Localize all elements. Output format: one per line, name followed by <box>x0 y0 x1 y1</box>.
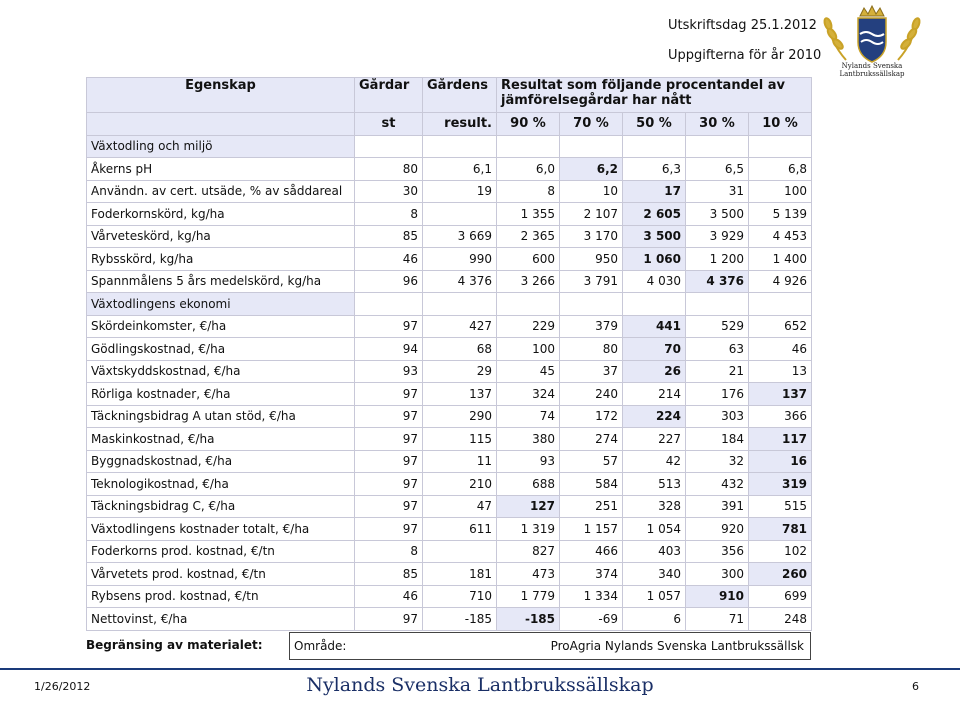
cell-st: 46 <box>355 585 423 608</box>
cell-p50: 227 <box>623 428 686 451</box>
cell-p10: 6,8 <box>749 158 812 181</box>
cell-p30: 3 929 <box>686 225 749 248</box>
cell-p10: 16 <box>749 450 812 473</box>
cell-p30: 184 <box>686 428 749 451</box>
table-row <box>87 428 812 451</box>
cell-p90: 8 <box>497 180 560 203</box>
table-row <box>87 608 812 631</box>
row-label: Byggnadskostnad, €/ha <box>87 450 355 473</box>
footer-date: 1/26/2012 <box>34 680 91 693</box>
row-label: Teknologikostnad, €/ha <box>87 473 355 496</box>
cell-p10: 13 <box>749 360 812 383</box>
cell-p90: 473 <box>497 563 560 586</box>
cell-p10: 102 <box>749 540 812 563</box>
cell-res: 115 <box>423 428 497 451</box>
row-label: Användn. av cert. utsäde, % av såddareal <box>87 180 355 203</box>
empty-cell <box>623 135 686 158</box>
cell-p50: 1 054 <box>623 518 686 541</box>
header-result: result. <box>423 113 497 136</box>
cell-res: 290 <box>423 405 497 428</box>
row-label: Åkerns pH <box>87 158 355 181</box>
table-row <box>87 450 812 473</box>
cell-p70: 6,2 <box>560 158 623 181</box>
cell-p10: 137 <box>749 383 812 406</box>
cell-st: 30 <box>355 180 423 203</box>
empty-cell <box>749 293 812 316</box>
category-row <box>87 135 812 158</box>
empty-cell <box>686 293 749 316</box>
cell-st: 85 <box>355 225 423 248</box>
cell-res: 210 <box>423 473 497 496</box>
cell-p70: 584 <box>560 473 623 496</box>
cell-p90: 3 266 <box>497 270 560 293</box>
cell-p50: 42 <box>623 450 686 473</box>
empty-cell <box>423 135 497 158</box>
cell-p30: 4 376 <box>686 270 749 293</box>
cell-res <box>423 203 497 226</box>
cell-st: 97 <box>355 518 423 541</box>
cell-st: 97 <box>355 383 423 406</box>
cell-p50: 403 <box>623 540 686 563</box>
cell-p90: 827 <box>497 540 560 563</box>
cell-res: 6,1 <box>423 158 497 181</box>
cell-st: 8 <box>355 203 423 226</box>
table-row <box>87 518 812 541</box>
cell-res: 11 <box>423 450 497 473</box>
empty-cell <box>686 135 749 158</box>
empty-cell <box>497 135 560 158</box>
cell-st: 97 <box>355 495 423 518</box>
cell-p10: 781 <box>749 518 812 541</box>
cell-p30: 910 <box>686 585 749 608</box>
table-row <box>87 383 812 406</box>
cell-p10: 699 <box>749 585 812 608</box>
cell-p10: 515 <box>749 495 812 518</box>
row-label: Täckningsbidrag A utan stöd, €/ha <box>87 405 355 428</box>
table-row <box>87 270 812 293</box>
cell-p10: 319 <box>749 473 812 496</box>
cell-st: 97 <box>355 450 423 473</box>
cell-p10: 248 <box>749 608 812 631</box>
cell-p50: 26 <box>623 360 686 383</box>
cell-p90: 1 779 <box>497 585 560 608</box>
cell-st: 94 <box>355 338 423 361</box>
row-label: Skördeinkomster, €/ha <box>87 315 355 338</box>
empty-cell <box>497 293 560 316</box>
header-gardens: Gårdens <box>423 78 497 113</box>
cell-p50: 6,3 <box>623 158 686 181</box>
empty-cell <box>560 135 623 158</box>
cell-p90: 229 <box>497 315 560 338</box>
row-label: Växtodlingens kostnader totalt, €/ha <box>87 518 355 541</box>
cell-p70: 274 <box>560 428 623 451</box>
cell-p90: 6,0 <box>497 158 560 181</box>
header-gardar: Gårdar <box>355 78 423 113</box>
header-90: 90 % <box>497 113 560 136</box>
cell-p10: 260 <box>749 563 812 586</box>
cell-st: 85 <box>355 563 423 586</box>
row-label: Vårvetets prod. kostnad, €/tn <box>87 563 355 586</box>
table-body <box>87 135 812 630</box>
cell-p10: 46 <box>749 338 812 361</box>
cell-res: 4 376 <box>423 270 497 293</box>
cell-p90: 2 365 <box>497 225 560 248</box>
cell-p30: 1 200 <box>686 248 749 271</box>
cell-st: 97 <box>355 473 423 496</box>
cell-p70: 3 791 <box>560 270 623 293</box>
cell-p50: 224 <box>623 405 686 428</box>
header-resultat: Resultat som följande procentandel av jämförelsegårdar har nått <box>497 78 812 113</box>
table-row <box>87 338 812 361</box>
table-row <box>87 158 812 181</box>
cell-p10: 4 926 <box>749 270 812 293</box>
cell-res: 990 <box>423 248 497 271</box>
cell-res: 181 <box>423 563 497 586</box>
cell-p30: 356 <box>686 540 749 563</box>
cell-res: 29 <box>423 360 497 383</box>
empty-cell <box>623 293 686 316</box>
area-label: Område: <box>294 639 347 653</box>
cell-p30: 21 <box>686 360 749 383</box>
cell-st: 96 <box>355 270 423 293</box>
table-row <box>87 180 812 203</box>
row-label: Växtskyddskostnad, €/ha <box>87 360 355 383</box>
table-row <box>87 495 812 518</box>
cell-p70: 374 <box>560 563 623 586</box>
empty-cell <box>355 293 423 316</box>
cell-p50: 214 <box>623 383 686 406</box>
cell-p70: 251 <box>560 495 623 518</box>
cell-st: 80 <box>355 158 423 181</box>
table-row <box>87 405 812 428</box>
cell-p30: 300 <box>686 563 749 586</box>
cell-res: 19 <box>423 180 497 203</box>
cell-p90: 1 319 <box>497 518 560 541</box>
header-egenskap: Egenskap <box>87 78 355 113</box>
cell-p70: 240 <box>560 383 623 406</box>
cell-p70: 172 <box>560 405 623 428</box>
cell-p50: 513 <box>623 473 686 496</box>
row-label: Gödlingskostnad, €/ha <box>87 338 355 361</box>
cell-p70: 37 <box>560 360 623 383</box>
header-70: 70 % <box>560 113 623 136</box>
table-row <box>87 315 812 338</box>
cell-p30: 176 <box>686 383 749 406</box>
cell-p30: 920 <box>686 518 749 541</box>
data-year: Uppgifterna för år 2010 <box>668 48 822 63</box>
cell-p70: 950 <box>560 248 623 271</box>
cell-res: 47 <box>423 495 497 518</box>
cell-p70: 1 157 <box>560 518 623 541</box>
header-blank <box>87 113 355 136</box>
cell-p90: 100 <box>497 338 560 361</box>
logo-text-line1: Nylands Svenska <box>841 62 903 70</box>
table-row <box>87 563 812 586</box>
cell-p30: 31 <box>686 180 749 203</box>
cell-p50: 17 <box>623 180 686 203</box>
category-label: Växtodlingens ekonomi <box>87 293 355 316</box>
category-row <box>87 293 812 316</box>
cell-st: 46 <box>355 248 423 271</box>
cell-p50: 340 <box>623 563 686 586</box>
cell-p30: 3 500 <box>686 203 749 226</box>
cell-p90: 1 355 <box>497 203 560 226</box>
table-row <box>87 225 812 248</box>
cell-p90: 600 <box>497 248 560 271</box>
cell-p70: -69 <box>560 608 623 631</box>
row-label: Spannmålens 5 års medelskörd, kg/ha <box>87 270 355 293</box>
cell-p30: 303 <box>686 405 749 428</box>
cell-p30: 32 <box>686 450 749 473</box>
row-label: Foderkorns prod. kostnad, €/tn <box>87 540 355 563</box>
cell-p90: 324 <box>497 383 560 406</box>
cell-p50: 1 060 <box>623 248 686 271</box>
cell-p70: 57 <box>560 450 623 473</box>
row-label: Rybsskörd, kg/ha <box>87 248 355 271</box>
cell-res: -185 <box>423 608 497 631</box>
cell-p90: 127 <box>497 495 560 518</box>
row-label: Täckningsbidrag C, €/ha <box>87 495 355 518</box>
empty-cell <box>749 135 812 158</box>
cell-p50: 1 057 <box>623 585 686 608</box>
cell-st: 8 <box>355 540 423 563</box>
cell-p10: 1 400 <box>749 248 812 271</box>
cell-res: 3 669 <box>423 225 497 248</box>
cell-p10: 117 <box>749 428 812 451</box>
cell-p30: 529 <box>686 315 749 338</box>
cell-p30: 6,5 <box>686 158 749 181</box>
logo-text-line2: Lantbrukssällskap <box>839 70 905 78</box>
empty-cell <box>560 293 623 316</box>
header-st: st <box>355 113 423 136</box>
row-label: Nettovinst, €/ha <box>87 608 355 631</box>
cell-res: 611 <box>423 518 497 541</box>
cell-p30: 432 <box>686 473 749 496</box>
cell-p30: 63 <box>686 338 749 361</box>
cell-p70: 1 334 <box>560 585 623 608</box>
cell-p50: 6 <box>623 608 686 631</box>
cell-p70: 80 <box>560 338 623 361</box>
table-row <box>87 360 812 383</box>
cell-p90: 93 <box>497 450 560 473</box>
footer-title: Nylands Svenska Lantbrukssällskap <box>306 674 654 696</box>
cell-p10: 100 <box>749 180 812 203</box>
cell-p70: 2 107 <box>560 203 623 226</box>
table-row <box>87 585 812 608</box>
cell-p10: 5 139 <box>749 203 812 226</box>
empty-cell <box>423 293 497 316</box>
limits-label: Begränsing av materialet: <box>86 638 263 652</box>
cell-st: 93 <box>355 360 423 383</box>
area-box <box>289 632 811 660</box>
print-date: Utskriftsdag 25.1.2012 <box>668 18 817 33</box>
page-number: 6 <box>912 680 919 693</box>
category-label: Växtodling och miljö <box>87 135 355 158</box>
cell-p90: 380 <box>497 428 560 451</box>
results-table <box>86 77 812 631</box>
cell-p50: 328 <box>623 495 686 518</box>
cell-p50: 441 <box>623 315 686 338</box>
cell-p70: 10 <box>560 180 623 203</box>
cell-p90: -185 <box>497 608 560 631</box>
cell-p10: 652 <box>749 315 812 338</box>
cell-p50: 70 <box>623 338 686 361</box>
cell-p50: 3 500 <box>623 225 686 248</box>
cell-res: 137 <box>423 383 497 406</box>
table-row <box>87 473 812 496</box>
cell-p90: 688 <box>497 473 560 496</box>
cell-st: 97 <box>355 428 423 451</box>
cell-p70: 466 <box>560 540 623 563</box>
cell-p30: 71 <box>686 608 749 631</box>
header-10: 10 % <box>749 113 812 136</box>
cell-p10: 366 <box>749 405 812 428</box>
cell-st: 97 <box>355 608 423 631</box>
cell-res: 68 <box>423 338 497 361</box>
cell-p10: 4 453 <box>749 225 812 248</box>
cell-p50: 4 030 <box>623 270 686 293</box>
cell-p70: 3 170 <box>560 225 623 248</box>
cell-res <box>423 540 497 563</box>
cell-p90: 74 <box>497 405 560 428</box>
cell-p50: 2 605 <box>623 203 686 226</box>
cell-p70: 379 <box>560 315 623 338</box>
table-row <box>87 540 812 563</box>
header-30: 30 % <box>686 113 749 136</box>
logo-caption <box>816 62 928 78</box>
table-row <box>87 248 812 271</box>
row-label: Rörliga kostnader, €/ha <box>87 383 355 406</box>
row-label: Foderkornskörd, kg/ha <box>87 203 355 226</box>
row-label: Rybsens prod. kostnad, €/tn <box>87 585 355 608</box>
cell-p30: 391 <box>686 495 749 518</box>
row-label: Vårveteskörd, kg/ha <box>87 225 355 248</box>
empty-cell <box>355 135 423 158</box>
row-label: Maskinkostnad, €/ha <box>87 428 355 451</box>
cell-res: 710 <box>423 585 497 608</box>
header-50: 50 % <box>623 113 686 136</box>
area-value: ProAgria Nylands Svenska Lantbrukssällsk <box>550 639 804 653</box>
cell-p90: 45 <box>497 360 560 383</box>
cell-st: 97 <box>355 315 423 338</box>
table-row <box>87 203 812 226</box>
cell-st: 97 <box>355 405 423 428</box>
cell-res: 427 <box>423 315 497 338</box>
